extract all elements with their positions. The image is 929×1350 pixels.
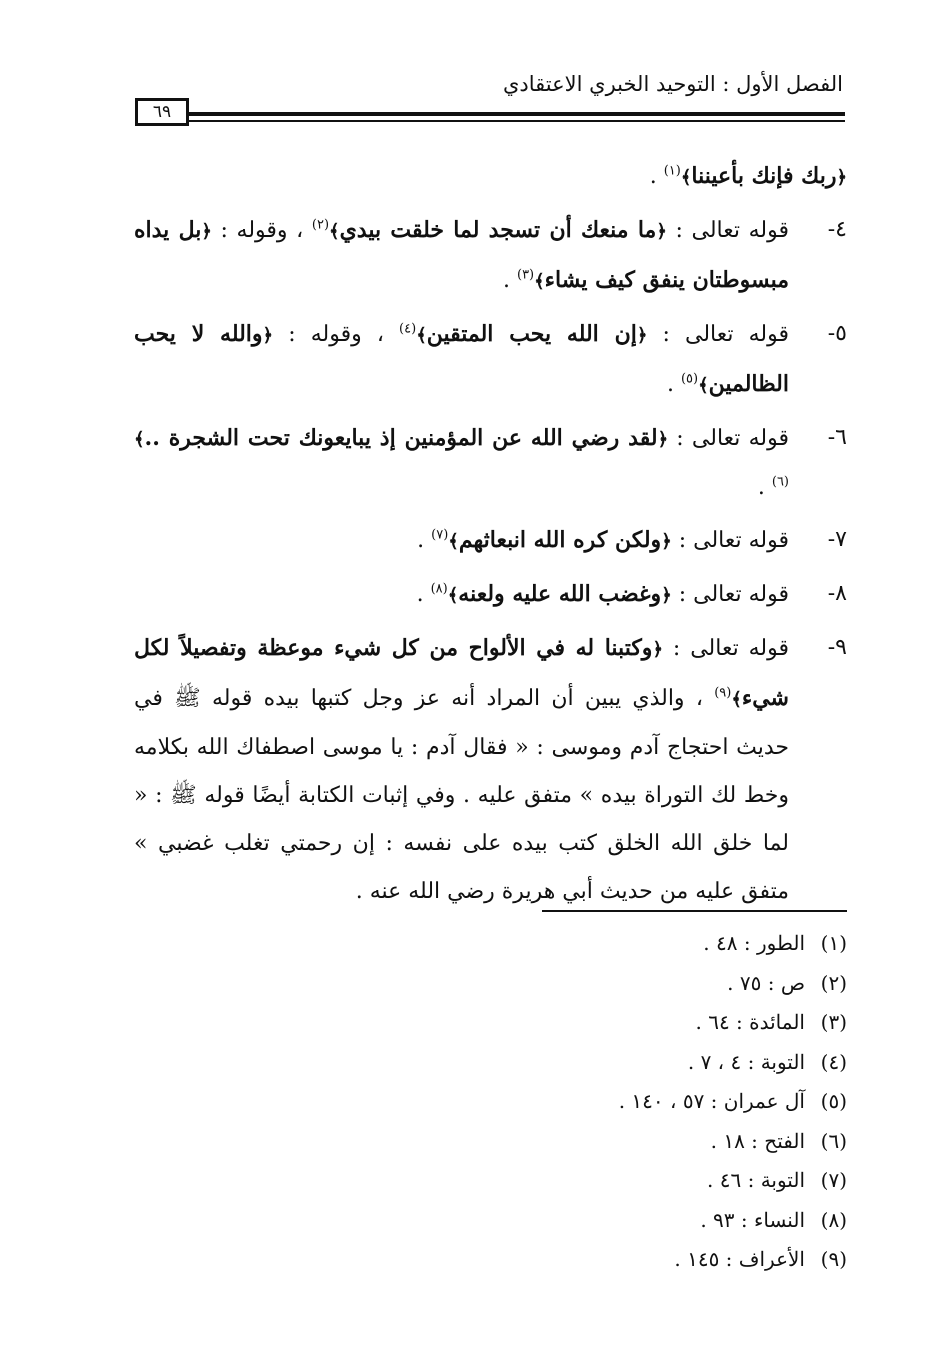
footnotes-list [619, 924, 847, 1280]
footnote: (٨)النساء : ٩٣ . [700, 1207, 847, 1232]
footnote: (٦)الفتح : ١٨ . [710, 1128, 847, 1153]
item-number: ٥- [827, 321, 847, 346]
footnote: (٩)الأعراف : ١٤٥ . [674, 1247, 847, 1271]
list-item-9: ٩- قوله تعالى : ﴿وكتبنا له في الألواح من كل شيء موعظة وتفصيلاً لكل شيء﴾$^{(٩)}$ ، والذي يبين أن المراد أنه عز وجل كتبها بيده قوله ﷺ في حديث احتجاج آدم وموسى : « فقال آدم : يا موسى اصطفاك الله بكلامه وخط لك التوراة بيده » متفق عليه . وفي إثبات الكتابة أيضًا قوله ﷺ : « لما خلق الله الخلق كتب بيده على نفسه : إن رحمتي تغلب غضبي » متفق عليه من حديث أبي هريرة رضي الله عنه . [134, 624, 847, 916]
list-item-4: ٤- قوله تعالى : ﴿ما منعك أن تسجد لما خلقت بيدي﴾$^{(٢)}$ ، وقوله : ﴿بل يداه مبسوطتان ينفق كيف يشاء﴾$^{(٣)}$ . [134, 206, 847, 306]
footnote-ref[interactable]: (٥) [680, 371, 699, 387]
header-rule-thin [189, 120, 845, 122]
chapter-title: الفصل الأول : التوحيد الخبري الاعتقادي [502, 72, 843, 96]
quran-verse: ﴿ولكن كره الله انبعاثهم﴾ [448, 527, 672, 553]
list-item-7: ٧- قوله تعالى : ﴿ولكن كره الله انبعاثهم﴾$^{(٧)}$ . [134, 516, 847, 566]
item-number: ٨- [827, 581, 847, 606]
quran-verse: ﴿بل يداه مبسوطتان ينفق كيف يشاء﴾ [134, 217, 789, 293]
footnote-ref[interactable]: (٩) [714, 685, 732, 701]
item-number: ٧- [827, 527, 847, 552]
header-rule [189, 112, 845, 116]
item-number: ٩- [827, 635, 847, 660]
quran-verse: ﴿ربك فإنك بأعيننا﴾ [680, 163, 847, 189]
footnote-separator [542, 910, 847, 912]
quran-verse: ﴿وغضب الله عليه ولعنه﴾ [447, 581, 672, 607]
footnote-ref[interactable]: (٤) [399, 321, 417, 337]
footnote-ref[interactable]: (٨) [430, 581, 448, 597]
item-number: ٤- [827, 217, 847, 242]
page-number: ٦٩ [135, 98, 189, 126]
footnote: (٢)ص : ٧٥ . [727, 970, 847, 995]
body-text [134, 152, 847, 916]
footnote-ref[interactable]: (٧) [431, 527, 449, 543]
footnote: (١)الطور : ٤٨ . [703, 931, 847, 955]
footnote: (٥)آل عمران : ٥٧ ، ١٤٠ . [618, 1089, 847, 1113]
footnote: (٤)التوبة : ٤ ، ٧ . [687, 1049, 847, 1074]
list-item-5: ٥- قوله تعالى : ﴿إن الله يحب المتقين﴾$^{(٤)}$ ، وقوله : ﴿والله لا يحب الظالمين﴾$^{(٥)}$ . [134, 310, 847, 410]
quran-verse: ﴿إن الله يحب المتقين﴾ [416, 321, 648, 347]
quran-verse: ﴿وكتبنا له في الألواح من كل شيء موعظة وتفصيلاً لكل شيء﴾ [134, 635, 789, 711]
footnote: (٧)التوبة : ٤٦ . [707, 1168, 847, 1192]
footnote-ref[interactable]: (١) [663, 163, 681, 179]
paragraph-continuation: ﴿ربك فإنك بأعيننا﴾$^{(١)}$ . [649, 163, 847, 189]
footnote: (٣)المائدة : ٦٤ . [695, 1010, 847, 1034]
footnote-ref[interactable]: (٣) [516, 267, 535, 283]
quran-verse: ﴿لقد رضي الله عن المؤمنين إذ يبايعونك تحت الشجرة ..﴾ [134, 425, 669, 451]
list-item-8: ٨- قوله تعالى : ﴿وغضب الله عليه ولعنه﴾$^{(٨)}$ . [134, 570, 847, 620]
footnote-ref[interactable]: (٢) [311, 217, 330, 233]
quran-verse: ﴿والله لا يحب الظالمين﴾ [134, 321, 789, 397]
list-item-6: ٦- قوله تعالى : ﴿لقد رضي الله عن المؤمنين إذ يبايعونك تحت الشجرة ..﴾$^{(٦)}$ . [134, 414, 847, 512]
quran-verse: ﴿ما منعك أن تسجد لما خلقت بيدي﴾ [329, 217, 667, 243]
item-number: ٦- [827, 425, 847, 450]
footnote-ref[interactable]: (٦) [771, 474, 789, 490]
